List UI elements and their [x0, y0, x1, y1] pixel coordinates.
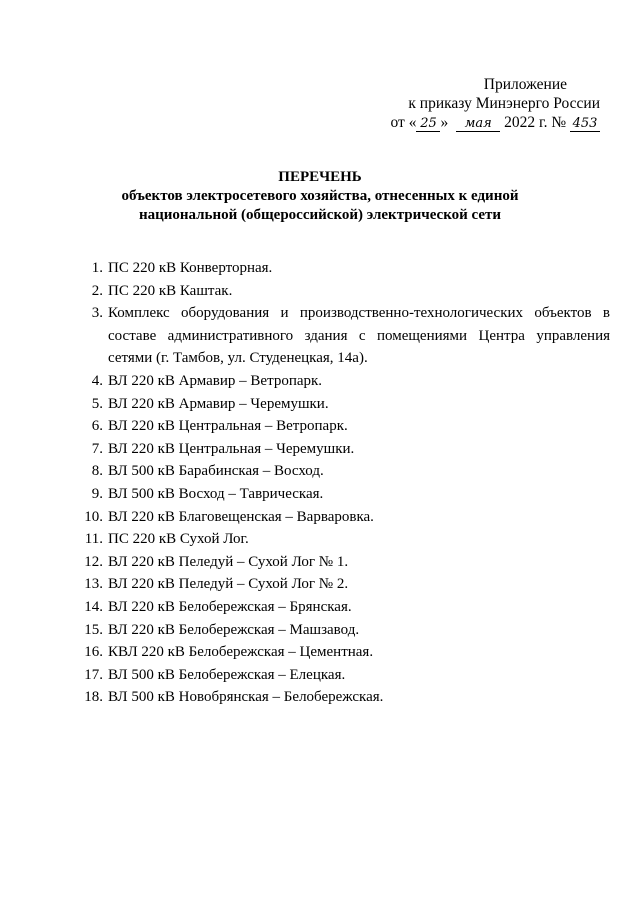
list-item-number: 7. — [91, 440, 103, 457]
document-header — [60, 168, 580, 225]
list-item-number: 15. — [84, 621, 103, 638]
list-item-text: ВЛ 500 кВ Восход – Таврическая. — [108, 485, 324, 502]
appendix-order-ref: к приказу Минэнерго России — [408, 95, 600, 112]
appendix-title: Приложение — [483, 76, 567, 93]
list-item-number: 9. — [91, 485, 103, 502]
document-subtitle-line-2: национальной (общероссийской) электрической сети — [138, 207, 502, 223]
list-item-number: 3. — [91, 305, 103, 322]
list-item-text: ВЛ 220 кВ Армавир – Черемушки. — [108, 395, 329, 412]
list-item — [91, 280, 610, 303]
list-item — [84, 573, 610, 596]
list-item-number: 18. — [84, 689, 103, 706]
objects-list — [84, 257, 610, 709]
list-item — [91, 302, 610, 370]
list-item — [84, 619, 610, 642]
list-item-text: Комплекс оборудования и производственно-технологических объектов в составе административного здания с помещениями Центра управления сетями (г. Тамбов, ул. Студенецкая, 14а). — [108, 305, 610, 367]
handwritten-month: мая — [456, 117, 500, 132]
list-item-text: ВЛ 220 кВ Пеледуй – Сухой Лог № 1. — [108, 553, 349, 570]
list-item — [91, 257, 610, 280]
list-item-number: 10. — [84, 508, 103, 525]
list-item — [84, 596, 610, 619]
date-prefix: от « — [390, 114, 417, 131]
handwritten-order-number: 453 — [570, 117, 600, 132]
list-item-number: 11. — [84, 531, 103, 548]
date-close-quote: » — [440, 114, 449, 131]
list-item-number: 1. — [91, 260, 103, 276]
list-item — [84, 528, 610, 551]
document-title: ПЕРЕЧЕНЬ — [278, 169, 362, 185]
list-item-number: 17. — [84, 666, 103, 683]
appendix-date-line — [360, 113, 600, 132]
list-item-text: ВЛ 220 кВ Центральная – Ветропарк. — [108, 418, 348, 435]
appendix-block — [360, 75, 600, 132]
list-item-text: ВЛ 500 кВ Новобрянская – Белобережская. — [108, 689, 384, 706]
document-subtitle-line-1: объектов электросетевого хозяйства, отнесенных к единой — [121, 188, 519, 204]
list-item-text: ВЛ 500 кВ Барабинская – Восход. — [108, 463, 324, 480]
list-item-text: ВЛ 220 кВ Благовещенская – Варваровка. — [108, 508, 374, 525]
list-item — [91, 370, 610, 393]
list-item — [91, 415, 610, 438]
list-item — [84, 664, 610, 687]
list-item — [84, 551, 610, 574]
date-year: 2022 г. № — [504, 114, 567, 131]
list-item-number: 12. — [84, 553, 103, 570]
list-item-number: 6. — [91, 418, 103, 435]
list-item — [91, 460, 610, 483]
list-item-number: 2. — [91, 282, 103, 299]
list-item — [84, 641, 610, 664]
list-item-text: ВЛ 220 кВ Белобережская – Машзавод. — [108, 621, 360, 638]
list-item-text: ПС 220 кВ Конверторная. — [108, 260, 273, 276]
list-item-number: 4. — [91, 372, 103, 389]
list-item-text: ВЛ 220 кВ Белобережская – Брянская. — [108, 598, 352, 615]
list-item-number: 5. — [91, 395, 103, 412]
list-item — [91, 438, 610, 461]
list-item-number: 13. — [84, 576, 103, 593]
list-item-number: 8. — [91, 463, 103, 480]
list-item-text: ВЛ 220 кВ Пеледуй – Сухой Лог № 2. — [108, 576, 349, 593]
list-item-text: КВЛ 220 кВ Белобережская – Цементная. — [108, 644, 374, 661]
list-item-text: ВЛ 220 кВ Армавир – Ветропарк. — [108, 372, 323, 389]
list-item-text: ПС 220 кВ Каштак. — [108, 282, 233, 299]
list-item-number: 14. — [84, 598, 103, 615]
list-item-text: ПС 220 кВ Сухой Лог. — [108, 531, 249, 548]
list-item — [91, 393, 610, 416]
handwritten-day: 25 — [416, 117, 440, 132]
list-item — [84, 506, 610, 529]
list-item-number: 16. — [84, 644, 103, 661]
list-item-text: ВЛ 500 кВ Белобережская – Елецкая. — [108, 666, 346, 683]
list-item — [91, 483, 610, 506]
list-item — [84, 686, 610, 709]
list-item-text: ВЛ 220 кВ Центральная – Черемушки. — [108, 440, 355, 457]
